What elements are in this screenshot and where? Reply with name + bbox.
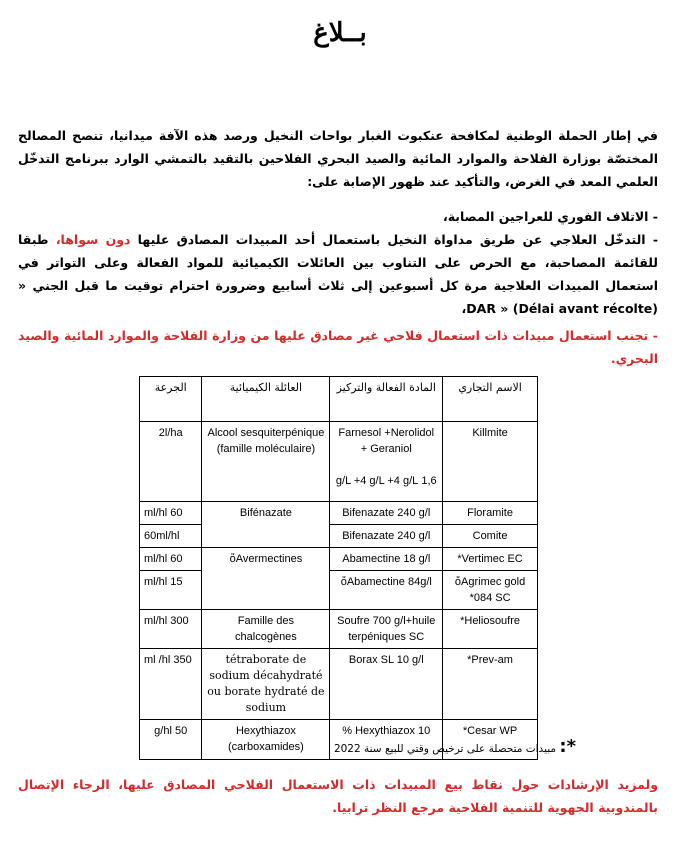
point-destroy-bunches: - الاتلاف الفوري للعراجين المصابة، xyxy=(442,209,658,224)
table-row xyxy=(140,525,538,548)
point-avoid-unapproved: - تجنب استعمال مبيدات ذات استعمال فلاحي غير مصادق عليها من وزارة الفلاحة والموارد المائية والصيد البحري. xyxy=(18,328,658,366)
cell-chemical-family: tétraborate de sodium décahydraté ou borate hydraté de sodium xyxy=(202,649,330,720)
table-row xyxy=(140,610,538,649)
cell-chemical-family: Bifénazate xyxy=(202,502,330,548)
cell-trade-name: Prev-am* xyxy=(443,649,538,720)
cell-active-substance: Bifenazate 240 g/l xyxy=(330,502,443,525)
cell-dose: 60 ml/hl xyxy=(140,548,202,571)
header-dose: الجرعة xyxy=(140,377,202,422)
cell-active-substance: Hexythiazox 10 % xyxy=(330,720,443,760)
cell-trade-name: Floramite xyxy=(443,502,538,525)
cell-active-substance: Abamectine 18 g/l xyxy=(330,548,443,571)
point-treatment-emphasis: دون سواها، xyxy=(55,232,131,247)
point-treatment-text-2: طبقا للقائمة المصاحبة، مع الحرص على التناوب بين العائلات الكيميائية للمواد الفعالة وعلى التواتر في استعمال المبيدات العلاجية مرة كل أسبوعين إلى ثلاث أسابيع وضرورة احترام توقيت ما قبل الجني « DAR » (Délai avant récolte)، xyxy=(18,232,658,316)
page-title: بــلاغ xyxy=(313,18,367,48)
cell-dose: 15 ml/hl xyxy=(140,571,202,610)
table-row xyxy=(140,548,538,571)
cell-trade-name: Heliosoufre* xyxy=(443,610,538,649)
header-trade-name: الاسم التجاري xyxy=(443,377,538,422)
footnote-text: مبيدات متحصلة على ترخيص وقتي للبيع سنة 2022 xyxy=(333,743,557,755)
cell-dose: 350 ml /hl xyxy=(140,649,202,720)
cell-active-substance: Bifenazate 240 g/l xyxy=(330,525,443,548)
footer-contact-note: ولمزيد الإرشادات حول نقاط بيع المبيدات ذات الاستعمال الفلاحي المصادق عليها، الرجاء الإتصال بالمندوبية الجهوية للتنمية الفلاحية مرجع النظر ترابيا. xyxy=(18,777,658,815)
cell-trade-name: Cesar WP* xyxy=(443,720,538,760)
cell-active-substance: ὄAbamectine 84g/l xyxy=(330,571,443,610)
table-row xyxy=(140,502,538,525)
cell-chemical-family: Famille des chalcogènes xyxy=(202,610,330,649)
point-treatment-text-1: - التدخّل العلاجي عن طريق مداواة النخيل باستعمال أحد المبيدات المصادق عليها xyxy=(130,232,659,247)
cell-dose: 60ml/hl xyxy=(140,525,202,548)
pesticide-table xyxy=(139,376,538,760)
table-footnote xyxy=(334,736,576,757)
header-active-substance: المادة الفعالة والتركيز xyxy=(330,377,443,422)
cell-active-substance: Borax SL 10 g/l xyxy=(330,649,443,720)
cell-trade-name: Comite xyxy=(443,525,538,548)
cell-trade-name: Vertimec EC* xyxy=(443,548,538,571)
cell-chemical-family: ὄAvermectines xyxy=(202,548,330,610)
cell-dose: 300 ml/hl xyxy=(140,610,202,649)
cell-trade-name: Killmite xyxy=(443,422,538,502)
footnote-star: *: xyxy=(559,736,576,757)
point-treatment xyxy=(18,228,658,320)
cell-dose: 50 g/hl xyxy=(140,720,202,760)
cell-active-substance: Farnesol +Nerolidol + Geraniol 1,6 g/L +4 g/L +4 g/L xyxy=(330,422,443,502)
cell-trade-name: ὄAgrimec gold 084 SC* xyxy=(443,571,538,610)
cell-active-substance: Soufre 700 g/l+huile terpéniques SC xyxy=(330,610,443,649)
cell-chemical-family: Alcool sesquiterpénique (famille moléculaire) xyxy=(202,422,330,502)
cell-dose: 2l/ha xyxy=(140,422,202,502)
cell-dose: 60 ml/hl xyxy=(140,502,202,525)
header-chemical-family: العائلة الكيميائية xyxy=(202,377,330,422)
table-row xyxy=(140,571,538,610)
table-header-row xyxy=(140,377,538,422)
table-row xyxy=(140,649,538,720)
cell-chemical-family: Hexythiazox (carboxamides) xyxy=(202,720,330,760)
table-row xyxy=(140,422,538,502)
intro-paragraph: في إطار الحملة الوطنية لمكافحة عنكبوت الغبار بواحات النخيل ورصد هذه الآفة ميدانيا، تنصح المصالح المختصّة بوزارة الفلاحة والموارد المائية والصيد البحري الفلاحين بالتقيد بالتمشي الوارد ببرنامج التدخّل العلمي المعد في الغرض، والتأكيد عند ظهور الإصابة على: xyxy=(18,128,658,189)
